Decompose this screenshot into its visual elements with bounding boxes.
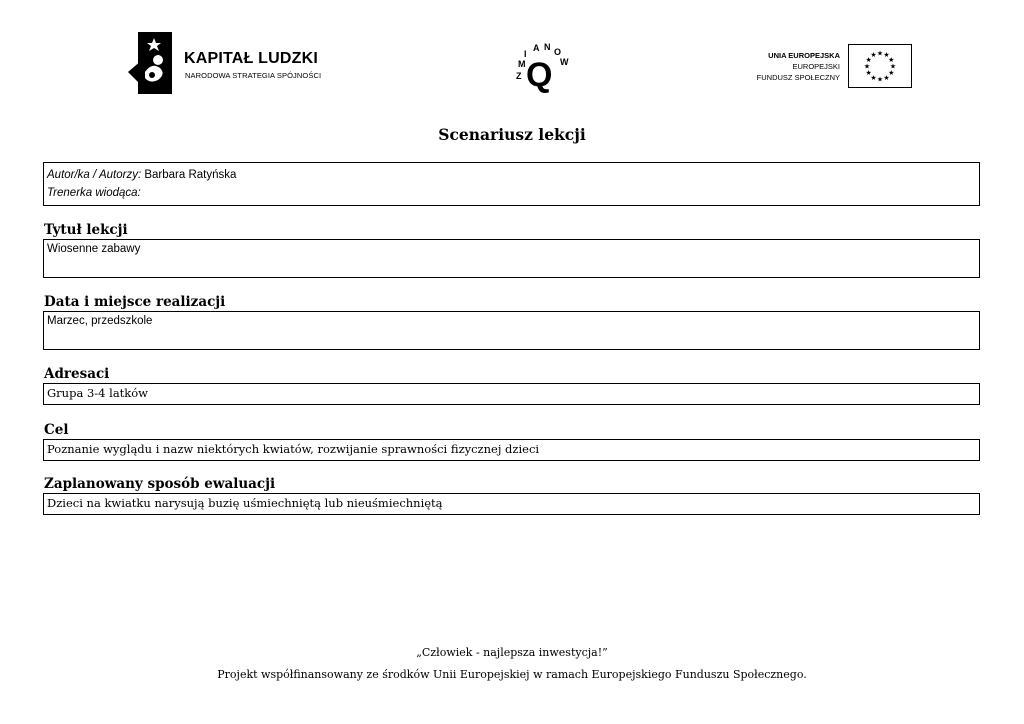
kapital-ludzki-title: KAPITAŁ LUDZKI bbox=[184, 50, 319, 67]
kapital-ludzki-subtitle: NARODOWA STRATEGIA SPÓJNOŚCI bbox=[185, 71, 322, 80]
footer-quote: „Człowiek - najlepsza inwestycja!” bbox=[416, 646, 608, 659]
eu-star-icon: ★ bbox=[870, 73, 877, 82]
section-heading-evaluation: Zaplanowany sposób ewaluacji bbox=[44, 476, 276, 492]
section-box-evaluation: Dzieci na kwiatku narysują buzię uśmiechniętą lub nieuśmiechniętą bbox=[43, 493, 980, 515]
footer-project: Projekt współfinansowany ze środków Unii Europejskiej w ramach Europejskiego Funduszu Społecznego. bbox=[217, 668, 807, 681]
section-box-date-place: Marzec, przedszkole bbox=[43, 311, 980, 350]
eu-star-icon: ★ bbox=[876, 49, 884, 58]
section-box-audience: Grupa 3-4 latków bbox=[43, 383, 980, 405]
zmiany-letter: N bbox=[544, 42, 551, 52]
eu-star-icon: ★ bbox=[863, 62, 871, 71]
section-heading-goal: Cel bbox=[44, 422, 69, 438]
kapital-ludzki-mark-icon bbox=[128, 32, 172, 94]
eu-star-icon: ★ bbox=[888, 69, 895, 77]
authors-label: Autor/ka / Autorzy: bbox=[47, 169, 142, 181]
eu-star-icon: ★ bbox=[876, 75, 884, 84]
eu-star-icon: ★ bbox=[883, 73, 890, 82]
zmiany-q-icon bbox=[500, 38, 580, 96]
authors-box bbox=[43, 162, 980, 206]
eu-star-icon: ★ bbox=[889, 62, 897, 71]
zmiany-letter: O bbox=[554, 47, 562, 57]
ue-line-1: UNIA EUROPEJSKA bbox=[768, 51, 840, 60]
ue-line-3: FUNDUSZ SPOŁECZNY bbox=[756, 73, 840, 82]
eu-star-icon: ★ bbox=[865, 56, 872, 64]
section-box-title: Wiosenne zabawy bbox=[43, 239, 980, 278]
zmiany-letter: M bbox=[518, 59, 526, 69]
section-heading-title: Tytuł lekcji bbox=[44, 222, 128, 238]
section-heading-date-place: Data i miejsce realizacji bbox=[44, 294, 226, 310]
page-title: Scenariusz lekcji bbox=[438, 125, 586, 144]
ue-line-2: EUROPEJSKI bbox=[792, 62, 840, 71]
zmiany-letter: A bbox=[533, 43, 540, 53]
trainer-label: Trenerka wiodąca: bbox=[47, 187, 141, 199]
authors-value: Barbara Ratyńska bbox=[141, 169, 237, 181]
zmiany-letter: W bbox=[560, 57, 569, 67]
zmiany-letter: Z bbox=[516, 71, 522, 81]
section-box-goal: Poznanie wyglądu i nazw niektórych kwiatów, rozwijanie sprawności fizycznej dzieci bbox=[43, 439, 980, 461]
ue-text bbox=[757, 50, 840, 83]
eu-star-icon: ★ bbox=[865, 69, 872, 77]
section-heading-audience: Adresaci bbox=[44, 366, 110, 382]
eu-flag-icon bbox=[848, 44, 912, 88]
eu-star-icon: ★ bbox=[888, 56, 895, 64]
authors-line bbox=[47, 166, 976, 184]
zmiany-letter: I bbox=[524, 49, 527, 59]
zmiany-q-letter: Q bbox=[526, 56, 553, 94]
zmiany-logo bbox=[500, 38, 580, 96]
unia-europejska-logo bbox=[748, 44, 914, 90]
kapital-ludzki-logo bbox=[128, 32, 328, 94]
eu-star-icon: ★ bbox=[883, 51, 890, 60]
eu-star-icon: ★ bbox=[870, 51, 877, 60]
